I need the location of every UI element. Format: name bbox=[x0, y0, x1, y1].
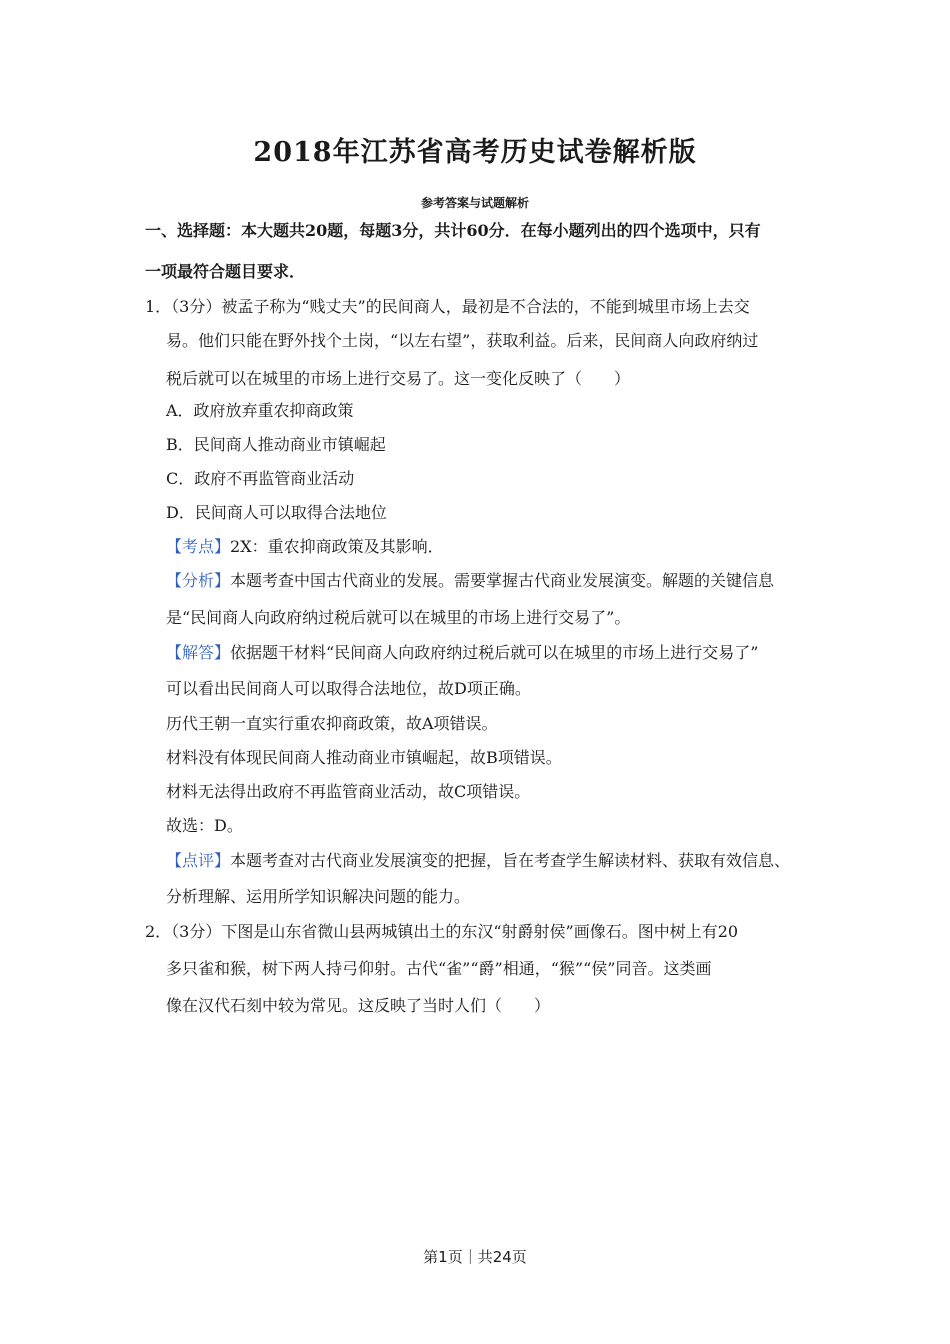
jieda-tag: 【解答】 bbox=[166, 643, 231, 662]
fenxi-text1: 本题考查中国古代商业的发展。需要掌握古代商业发展演变。解题的关键信息 bbox=[230, 571, 775, 590]
q1-fenxi-line2: 是“民间商人向政府纳过税后就可以在城里的市场上进行交易了”。 bbox=[166, 608, 631, 627]
q1-jieda-line2: 可以看出民间商人可以取得合法地位，故D项正确。 bbox=[166, 679, 531, 698]
q1-jieda-line4: 材料没有体现民间商人推动商业市镇崛起，故B项错误。 bbox=[166, 748, 562, 767]
q1-fenxi-line1 bbox=[166, 570, 774, 592]
q1-jieda-line6: 故选：D。 bbox=[166, 816, 243, 835]
q1-option-c: C．政府不再监管商业活动 bbox=[166, 469, 355, 488]
q1-jieda-line1 bbox=[166, 642, 758, 664]
dianping-tag: 【点评】 bbox=[166, 851, 231, 870]
q1-stem-line3: 税后就可以在城里的市场上进行交易了。这一变化反映了（ ） bbox=[166, 369, 631, 388]
q2-stem-line2: 多只雀和猴，树下两人持弓仰射。古代“雀”“爵”相通，“猴”“侯”同音。这类画 bbox=[166, 959, 712, 978]
q1-option-a: A．政府放弃重农抑商政策 bbox=[166, 401, 354, 420]
page-subtitle: 参考答案与试题解析 bbox=[420, 196, 529, 210]
q1-dianping-line2: 分析理解、运用所学知识解决问题的能力。 bbox=[166, 887, 471, 906]
fenxi-tag: 【分析】 bbox=[166, 571, 231, 590]
jieda-text1: 依据题干材料“民间商人向政府纳过税后就可以在城里的市场上进行交易了” bbox=[230, 643, 759, 662]
q1-option-d: D．民间商人可以取得合法地位 bbox=[166, 503, 387, 522]
kaodian-text: 2X：重农抑商政策及其影响． bbox=[230, 537, 444, 556]
q1-kaodian bbox=[166, 536, 444, 558]
q1-option-b: B．民间商人推动商业市镇崛起 bbox=[166, 435, 386, 454]
q2-stem-line3: 像在汉代石刻中较为常见。这反映了当时人们（ ） bbox=[166, 996, 551, 1015]
kaodian-tag: 【考点】 bbox=[166, 537, 231, 556]
section-heading-line2: 一项最符合题目要求． bbox=[145, 262, 306, 281]
q1-jieda-line3: 历代王朝一直实行重农抑商政策，故A项错误。 bbox=[166, 714, 498, 733]
q1-stem-line2: 易。他们只能在野外找个土岗，“以左右望”，获取利益。后来，民间商人向政府纳过 bbox=[166, 331, 759, 350]
q1-dianping-line1 bbox=[166, 850, 790, 872]
q1-jieda-line5: 材料无法得出政府不再监管商业活动，故C项错误。 bbox=[166, 782, 531, 801]
page-title: 2018年江苏省高考历史试卷解析版 bbox=[253, 137, 697, 168]
q2-stem-line1: 2．（3分）下图是山东省微山县两城镇出土的东汉“射爵射侯”画像石。图中树上有20 bbox=[145, 922, 739, 941]
q1-stem-line1: 1．（3分）被孟子称为“贱丈夫”的民间商人，最初是不合法的，不能到城里市场上去交 bbox=[145, 297, 750, 316]
section-heading-line1: 一、选择题：本大题共20题，每题3分，共计60分．在每小题列出的四个选项中，只有 bbox=[145, 221, 761, 240]
page-footer: 第1页｜共24页 bbox=[423, 1248, 527, 1266]
dianping-text1: 本题考查对古代商业发展演变的把握，旨在考查学生解读材料、获取有效信息、 bbox=[230, 851, 791, 870]
